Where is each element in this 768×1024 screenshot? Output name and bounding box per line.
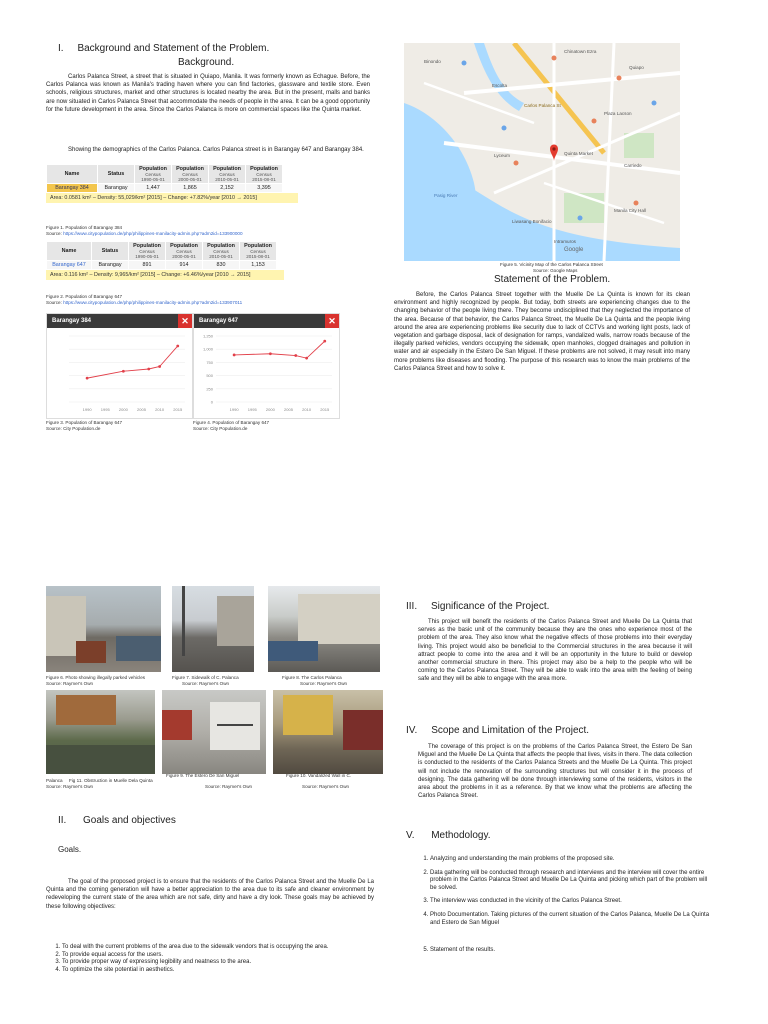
- chart-barangay-647: [193, 313, 340, 419]
- area-density-bar: Area: 0.0581 km² – Density: 55,029/km² [2015] – Change: +7.82%/year [2010 → 2015]: [46, 193, 298, 203]
- list-item: 4. Photo Documentation. Taking pictures of the current situation of the Carlos Palanca, Muelle De La Quinta and Estero de San Miguel: [430, 912, 712, 927]
- figure4-source: Source: City Population.de: [193, 426, 248, 431]
- close-icon[interactable]: ✕: [178, 314, 192, 328]
- map-label: Manila City Hall: [614, 208, 646, 213]
- figure6-caption: Figure 6. Photo showing illegally parked vehicles: [46, 675, 146, 680]
- map-label: Binondo: [424, 59, 441, 64]
- cell[interactable]: Barangay 384: [47, 184, 98, 193]
- y-tick-label: 1,250: [202, 333, 213, 339]
- section2-heading: II. Goals and objectives: [58, 815, 176, 826]
- figure7-caption: Figure 7. Sidewalk of C. Palanca: [172, 675, 239, 680]
- data-point[interactable]: [86, 377, 89, 380]
- x-tick-label: 2000: [265, 407, 275, 412]
- cell[interactable]: Barangay 647: [47, 261, 92, 270]
- data-point[interactable]: [176, 345, 179, 348]
- population-table-647: [46, 241, 284, 280]
- chart-title: Barangay 647: [199, 318, 239, 324]
- x-tick-label: 1990: [229, 407, 239, 412]
- section5-heading: V. Methodology.: [406, 830, 491, 841]
- photo-estero: [46, 690, 155, 774]
- list-item: 5. Statement of the results.: [430, 947, 712, 955]
- data-point[interactable]: [158, 365, 161, 368]
- cell: 1,153: [240, 261, 277, 270]
- x-tick-label: 2005: [284, 407, 293, 412]
- source-link[interactable]: https://www.citypopulation.de/php/philippines-manilacity-admin.php?adm2id=133900000: [63, 231, 243, 236]
- section4-heading: IV. Scope and Limitation of the Project.: [406, 725, 590, 736]
- cell: 830: [203, 261, 240, 270]
- col-pop: Population Census 1990-05-01: [129, 242, 166, 261]
- list-item: 2. To provide equal access for the users.: [62, 952, 372, 960]
- goals-paragraph: The goal of the proposed project is to ensure that the residents of the Carlos Palanca Street and the Muelle De La Quinta and the coming generation will have a better appreciation to the area due to its safe and cleaner environment by redeveloping the current state of the area which are not safe, dirty and have a dry look. These goals may be achieved by these following objectives:: [46, 879, 374, 910]
- col-status: Status: [98, 165, 135, 184]
- map-label: Pasig River: [434, 193, 458, 198]
- vicinity-map[interactable]: [404, 43, 680, 261]
- y-tick-label: 750: [206, 359, 213, 365]
- y-tick-label: 250: [206, 386, 213, 392]
- series-line: [87, 346, 178, 378]
- data-point[interactable]: [122, 370, 125, 373]
- col-pop: Population Census 2000-05-01: [172, 165, 209, 184]
- cell: 914: [166, 261, 203, 270]
- map-label: Carlos Palanca St: [524, 103, 561, 108]
- figure5-caption: Figure 5. Vicinity Map of the Carlos Palanca Street: [500, 262, 603, 267]
- x-tick-label: 2015: [320, 407, 330, 412]
- photo-parked-vehicles: [46, 586, 161, 672]
- scope-paragraph: The coverage of this project is on the problems of the Carlos Palanca Street, the Estero De San Miguel and the Muelle De La Quinta that affects the people that lives, visits in there. The data collection is conducted to the residents of the Carlos Palanca Streets and the Muelle De La Quinta. This project will not include the renovation of the surrounding structures but will consider it in the process of designing. The data gathering will be done through interviewing some of the residents, visitors in the area about the problems in it as a reference. By that we know what the problems are affecting the Carlos Palanca Street.: [418, 744, 692, 800]
- figure1-caption: Figure 1. Population of Barangay 384: [46, 225, 123, 230]
- figure2-caption: Figure 2. Population of Barangay 647: [46, 294, 123, 299]
- data-point[interactable]: [323, 340, 326, 343]
- section3-heading: III. Significance of the Project.: [406, 601, 550, 612]
- map-label: Intramuros: [554, 239, 576, 244]
- goals-subheading: Goals.: [58, 845, 82, 854]
- col-status: Status: [92, 242, 129, 261]
- map-label: Quiapo: [629, 65, 644, 70]
- list-item: 3. To provide proper way of expressing legibility and neatness to the area.: [62, 959, 372, 967]
- cell: 891: [129, 261, 166, 270]
- chart-title: Barangay 384: [52, 318, 92, 324]
- area-density-bar: Area: 0.116 km² – Density: 9,965/km² [2015] – Change: +6.46%/year [2010 → 2015]: [46, 270, 284, 280]
- map-label: Plaza Lacson: [604, 111, 632, 116]
- x-tick-label: 2000: [118, 407, 128, 412]
- significance-paragraph: This project will benefit the residents of the Carlos Palanca Street and Muelle De La Quinta that serves as the basic unit of the community because they are the ones who experience most of the problem of the area. They also know what the negative effects of those problems into their everyday living. This project would also be beneficial to the Commercial structures in the area because it will attract people to come into the area and it will be an opportunity in the future to build or develop another commercial structure in there. This project may also be a help to the people who will be coming to the Carlos Palanca Street. They will be able to walk into the area with the feeling of being safe and they will be able to engage with the area more.: [418, 619, 692, 683]
- figure7-source: Source: Raymer's Own: [182, 681, 230, 686]
- map-label: Lyceum: [494, 153, 510, 158]
- table-row: [47, 261, 277, 270]
- objectives-list: [46, 944, 372, 974]
- google-logo: Google: [564, 247, 584, 253]
- list-item: 4. To optimize the site potential in aesthetics.: [62, 967, 372, 975]
- data-point[interactable]: [294, 354, 297, 357]
- x-tick-label: 1990: [82, 407, 92, 412]
- y-tick-label: 1,000: [202, 346, 213, 352]
- list-item: 1. Analyzing and understanding the main problems of the proposed site.: [430, 856, 712, 864]
- methodology-list: [414, 856, 712, 955]
- figure10-caption: Figure 10. Vandalized Wall in C.: [286, 773, 352, 778]
- figure3-caption: Figure 3. Population of Barangay 647: [46, 420, 123, 425]
- table-row: [47, 184, 283, 193]
- col-pop: Population Census 1990-05-01: [135, 165, 172, 184]
- cell: 2,152: [209, 184, 246, 193]
- close-icon[interactable]: ✕: [325, 314, 339, 328]
- figure9-source: Source: Raymer's Own: [205, 784, 253, 789]
- map-label: Quinta Market: [564, 151, 593, 156]
- col-pop: Population Census 2000-05-01: [166, 242, 203, 261]
- col-name: Name: [47, 165, 98, 184]
- statement-heading: Statement of the Problem.: [494, 274, 611, 285]
- list-item: 2. Data gathering will be conducted through research and interviews and the interview will cover the entire problem in the Carlos Palanca Street and Muelle De La Quinta and picking which part of the problem will be solved.: [430, 870, 712, 893]
- figure6-source: Source: Raymer's Own: [46, 681, 94, 686]
- series-line: [234, 341, 325, 358]
- figure8-source: Source: Raymer's Own: [300, 681, 348, 686]
- figure8-caption: Figure 8. The Carlos Palanca: [282, 675, 342, 680]
- photo-vandalized-wall: [162, 690, 266, 774]
- col-pop: Population Census 2010-05-01: [203, 242, 240, 261]
- list-item: 1. To deal with the current problems of the area due to the sidewalk vendors that is occupying the area.: [62, 944, 372, 952]
- photo-obstruction: [273, 690, 383, 774]
- figure11-source: Source: Raymer's Own: [46, 784, 94, 789]
- x-tick-label: 2005: [137, 407, 146, 412]
- data-point[interactable]: [147, 368, 150, 371]
- photo-carlos-palanca: [268, 586, 380, 672]
- data-point[interactable]: [233, 354, 236, 357]
- data-point[interactable]: [305, 357, 308, 360]
- figure4-caption: Figure 4. Population of Barangay 647: [193, 420, 270, 425]
- x-tick-label: 1995: [247, 407, 257, 412]
- map-label: Liwasang Bonifacio: [512, 219, 552, 224]
- x-tick-label: 1995: [100, 407, 110, 412]
- chart-svg: [47, 328, 192, 418]
- section1-subheading: Background.: [178, 57, 235, 68]
- cell: 1,865: [172, 184, 209, 193]
- cell: Barangay: [98, 184, 135, 193]
- col-pop: Population Census 2015-08-01: [246, 165, 283, 184]
- x-tick-label: 2010: [302, 407, 312, 412]
- cell: 3,395: [246, 184, 283, 193]
- figure3-source: Source: City Population.de: [46, 426, 101, 431]
- map-label: Carriedo: [624, 163, 642, 168]
- population-table-384: [46, 164, 298, 203]
- list-item: 3. The interview was conducted in the vicinity of the Carlos Palanca Street.: [430, 898, 712, 906]
- y-tick-label: 500: [206, 373, 213, 379]
- col-pop: Population Census 2015-08-01: [240, 242, 277, 261]
- map-label: Chinatown Ezra: [564, 49, 597, 54]
- section1-heading: I. Background and Statement of the Problem.: [58, 43, 270, 54]
- col-pop: Population Census 2010-05-01: [209, 165, 246, 184]
- x-tick-label: 2010: [155, 407, 165, 412]
- figure9-caption: Figure 9. The Estero De San Miguel: [166, 773, 240, 778]
- figure5-source: Source: Google Maps: [533, 268, 578, 273]
- x-tick-label: 2015: [173, 407, 183, 412]
- photo-sidewalk: [172, 586, 254, 672]
- figure11-caption: Palanca Fig 11. Obstruction in Muelle Dela Quinta: [46, 778, 153, 783]
- demographics-line: Showing the demographics of the Carlos Palanca. Carlos Palanca street is in Barangay 647 and Barangay 384.: [68, 147, 364, 153]
- source-link[interactable]: https://www.citypopulation.de/php/philippines-manilacity-admin.php?adm2id=133907011: [63, 300, 243, 305]
- map-label: Escolta: [492, 83, 508, 88]
- chart-barangay-384: [46, 313, 193, 419]
- figure10-source: Source: Raymer's Own: [302, 784, 350, 789]
- cell: 1,447: [135, 184, 172, 193]
- y-tick-label: 0: [210, 399, 213, 405]
- chart-svg: [194, 328, 339, 418]
- data-point[interactable]: [269, 352, 272, 355]
- col-name: Name: [47, 242, 92, 261]
- background-paragraph: Carlos Palanca Street, a street that is situated in Quiapo, Manila. It was formerly known as Echague. Before, the Carlos Palanca was known as Manila's trading haven where you can find factories, glassware and textile store. Even schools, religious structures, market and other structures is located nearby the area. But in the present, malls and banks are now situated in Carlos Palanca Street that accommodate the needs of people in the area. It can be a good opportunity for the future development in the area. Since the Carlos Palanca is more on commercial spaces like the Quinta market.: [46, 74, 370, 113]
- cell: Barangay: [92, 261, 129, 270]
- statement-paragraph: Before, the Carlos Palanca Street together with the Muelle De La Quinta is known for its clean environment and highly recognized by people. But today, both streets are experiencing changes due to the changing behavior of the people living there. They become undisciplined that they neglected the importance of the area. Because of that behavior, the Carlos Palanca Street, the Muelle De La Quinta and the people living around the area are experiencing problems like security due to lack of CCTVs and working light posts, lack of vegetation and garbage disposal, lack of designation for ramps, vandalized walls, narrow roads because of the illegally parked vehicles, vendors occupying the sidewalk, open manholes, clogged drainages and pollution in water and air especially in the Estero De San Miguel. If these problems are not solved, it may result into many more problems like diseases and flooding. The purpose of this research was to know the main problems of the Carlos Palanca Street and how to solve it.: [394, 292, 690, 372]
